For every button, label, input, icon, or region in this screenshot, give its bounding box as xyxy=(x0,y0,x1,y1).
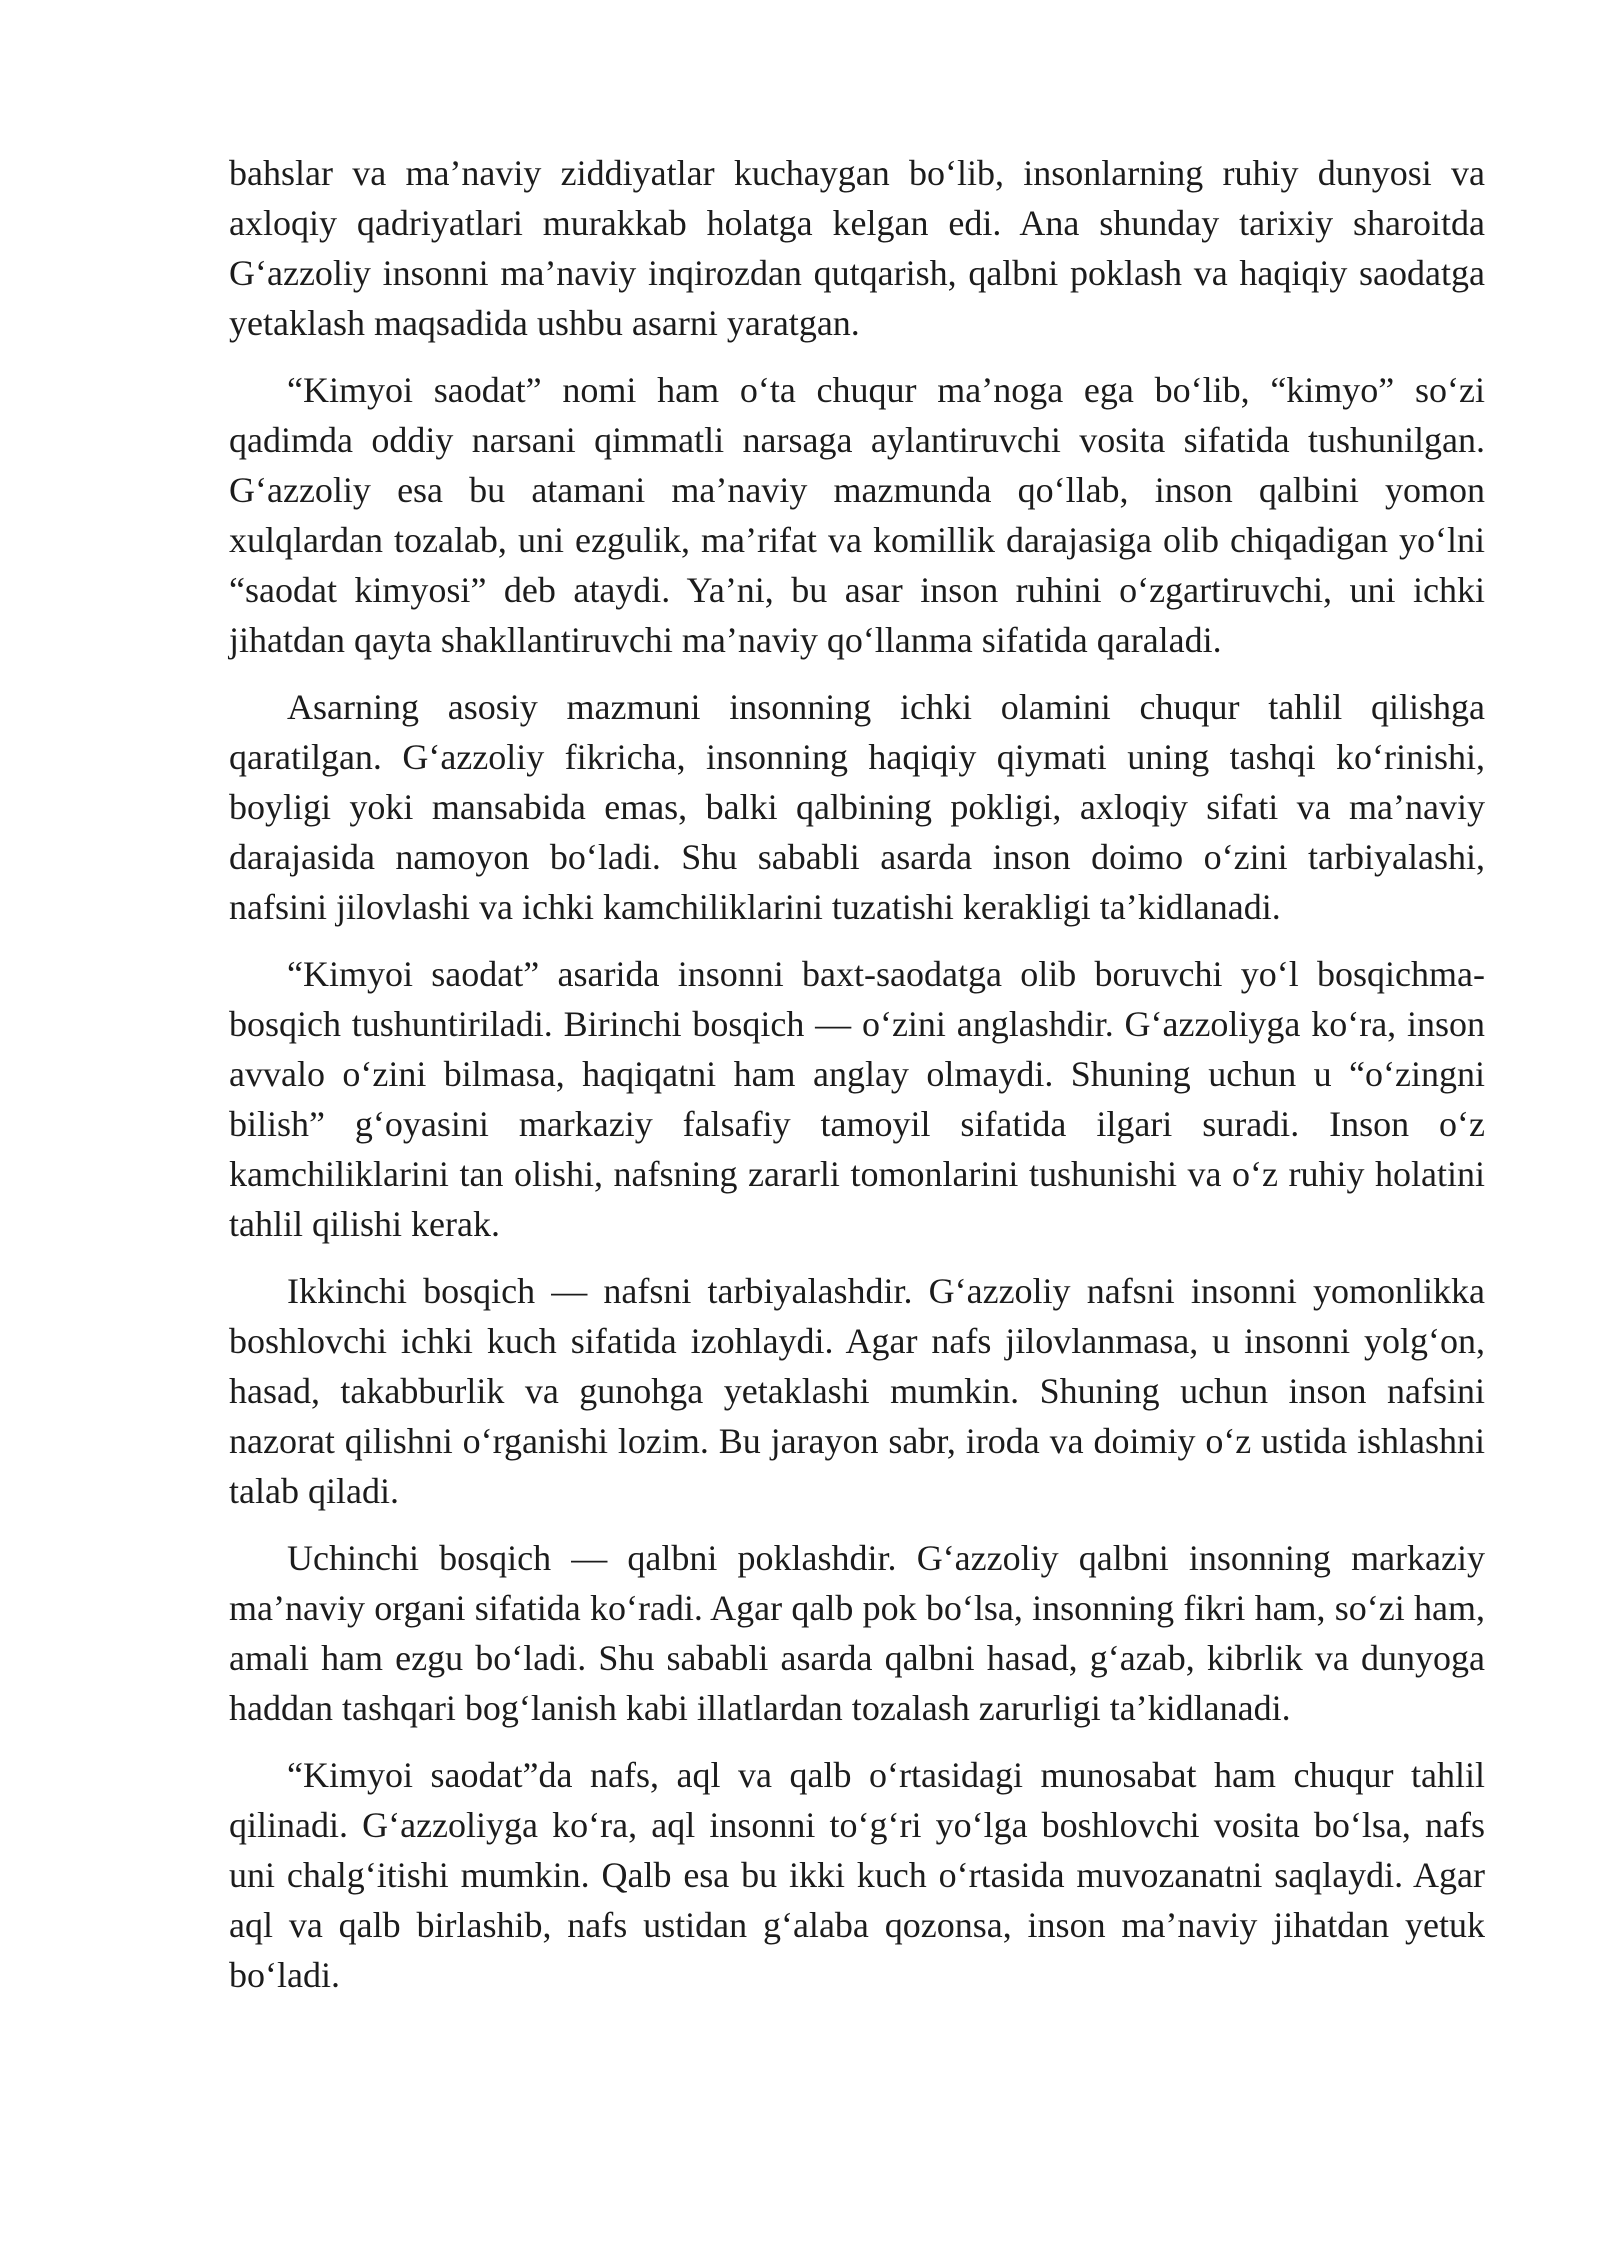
paragraph-7: “Kimyoi saodat”da nafs, aql va qalb o‘rtasidagi munosabat ham chuqur tahlil qilinadi. G‘azzoliyga ko‘ra, aql insonni to‘g‘ri yo‘lga boshlovchi vosita bo‘lsa, nafs uni chalg‘itishi mumkin. Qalb esa bu ikki kuch o‘rtasida muvozanatni saqlaydi. Agar aql va qalb birlashib, nafs ustidan g‘alaba qozonsa, inson ma’naviy jihatdan yetuk bo‘ladi. xyxy=(229,1755,1485,1995)
paragraph-6: Uchinchi bosqich — qalbni poklashdir. G‘azzoliy qalbni insonning markaziy ma’naviy organi sifatida ko‘radi. Agar qalb pok bo‘lsa, insonning fikri ham, so‘zi ham, amali ham ezgu bo‘ladi. Shu sababli asarda qalbni hasad, g‘azab, kibrlik va dunyoga haddan tashqari bog‘lanish kabi illatlardan tozalash zarurligi ta’kidlanadi. xyxy=(229,1538,1485,1728)
paragraph-1: bahslar va ma’naviy ziddiyatlar kuchaygan bo‘lib, insonlarning ruhiy dunyosi va axloqiy qadriyatlari murakkab holatga kelgan edi. Ana shunday tarixiy sharoitda G‘azzoliy insonni ma’naviy inqirozdan qutqarish, qalbni poklash va haqiqiy saodatga yetaklash maqsadida ushbu asarni yaratgan. xyxy=(229,153,1485,343)
paragraph-4: “Kimyoi saodat” asarida insonni baxt-saodatga olib boruvchi yo‘l bosqichma-bosqich tushuntiriladi. Birinchi bosqich — o‘zini anglashdir. G‘azzoliyga ko‘ra, inson avvalo o‘zini bilmasa, haqiqatni ham anglay olmaydi. Shuning uchun u “o‘zingni bilish” g‘oyasini markaziy falsafiy tamoyil sifatida ilgari suradi. Inson o‘z kamchiliklarini tan olishi, nafsning zararli tomonlarini tushunishi va o‘z ruhiy holatini tahlil qilishi kerak. xyxy=(229,954,1485,1244)
paragraph-3: Asarning asosiy mazmuni insonning ichki olamini chuqur tahlil qilishga qaratilgan. G‘azzoliy fikricha, insonning haqiqiy qiymati uning tashqi ko‘rinishi, boyligi yoki mansabida emas, balki qalbining pokligi, axloqiy sifati va ma’naviy darajasida namoyon bo‘ladi. Shu sababli asarda inson doimo o‘zini tarbiyalashi, nafsini jilovlashi va ichki kamchiliklarini tuzatishi kerakligi ta’kidlanadi. xyxy=(229,687,1485,927)
document-page xyxy=(229,148,1485,2017)
paragraph-5: Ikkinchi bosqich — nafsni tarbiyalashdir. G‘azzoliy nafsni insonni yomonlikka boshlovchi ichki kuch sifatida izohlaydi. Agar nafs jilovlanmasa, u insonni yolg‘on, hasad, takabburlik va gunohga yetaklashi mumkin. Shuning uchun inson nafsini nazorat qilishni o‘rganishi lozim. Bu jarayon sabr, iroda va doimiy o‘z ustida ishlashni talab qiladi. xyxy=(229,1271,1485,1511)
paragraph-2: “Kimyoi saodat” nomi ham o‘ta chuqur ma’noga ega bo‘lib, “kimyo” so‘zi qadimda oddiy narsani qimmatli narsaga aylantiruvchi vosita sifatida tushunilgan. G‘azzoliy esa bu atamani ma’naviy mazmunda qo‘llab, inson qalbini yomon xulqlardan tozalab, uni ezgulik, ma’rifat va komillik darajasiga olib chiqadigan yo‘lni “saodat kimyosi” deb ataydi. Ya’ni, bu asar inson ruhini o‘zgartiruvchi, uni ichki jihatdan qayta shakllantiruvchi ma’naviy qo‘llanma sifatida qaraladi. xyxy=(229,370,1485,660)
